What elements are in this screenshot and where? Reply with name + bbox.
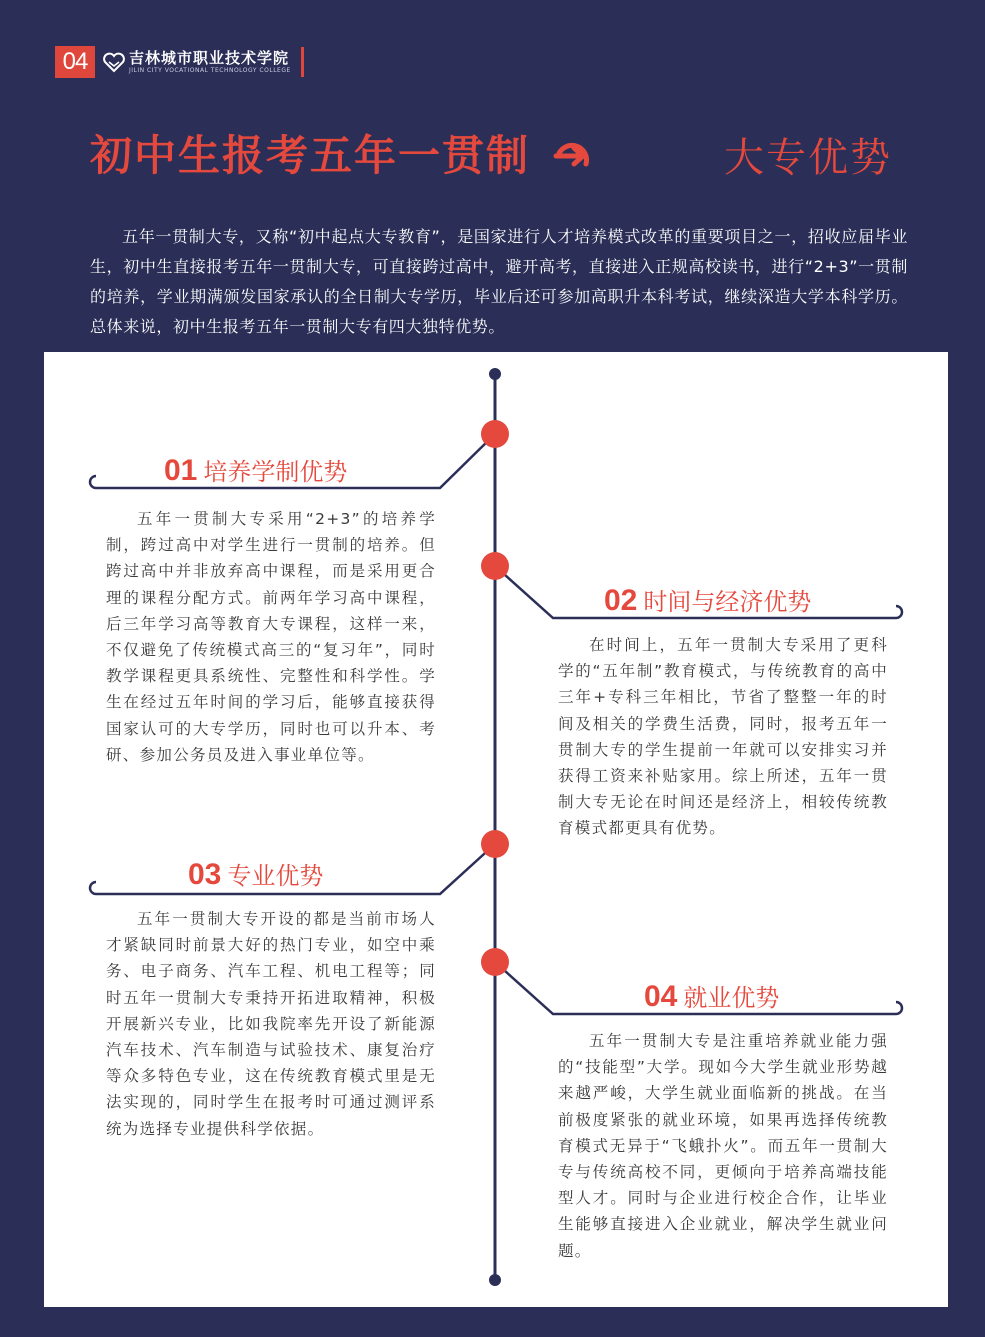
section-03-number: 03 [188, 858, 222, 891]
section-02-title: 时间与经济优势 [643, 588, 812, 616]
header [55, 46, 304, 78]
section-01-body: 五年一贯制大专采用“2+3”的培养学制，跨过高中对学生进行一贯制的培养。但跨过高中并非放弃高中课程，而是采用更合理的课程分配方式。前两年学习高中课程，后三年学习高等教育大专课程，这样一来，不仅避免了传统模式高三的“复习年”，同时教学课程更具系统性、完整性和科学性。学生在经过五年时间的学习后，能够直接获得国家认可的大专学历，同时也可以升本、考研、参加公务员及进入事业单位等。 [106, 510, 436, 764]
heart-book-icon [103, 51, 125, 73]
intro-paragraph: 五年一贯制大专，又称“初中起点大专教育”，是国家进行人才培养模式改革的重要项目之一，招收应届毕业生，初中生直接报考五年一贯制大专，可直接跨过高中，避开高考，直接进入正规高校读书，进行“2+3”一贯制的培养，学业期满颁发国家承认的全日制大专学历，毕业后还可参加高职升本科考试，继续深造大学本科学历。总体来说，初中生报考五年一贯制大专有四大独特优势。 [90, 227, 908, 336]
section-04-title: 就业优势 [683, 984, 780, 1012]
node-04 [481, 948, 509, 976]
advantages-panel [44, 352, 948, 1307]
college-name-en: JILIN CITY VOCATIONAL TECHNOLOGY COLLEGE [129, 67, 291, 74]
sub-title: 大专优势 [724, 135, 892, 181]
node-02 [481, 552, 509, 580]
section-04-heading [644, 978, 779, 1014]
section-01-number: 01 [164, 454, 198, 487]
main-title: 初中生报考五年一贯制 [90, 131, 531, 180]
section-01-heading [164, 452, 347, 488]
hook-02 [896, 606, 902, 618]
timeline-bottom-dot [489, 1274, 501, 1286]
section-03-body: 五年一贯制大专开设的都是当前市场人才紧缺同时前景大好的热门专业，如空中乘务、电子商务、汽车工程、机电工程等；同时五年一贯制大专秉持开拓进取精神，积极开展新兴专业，比如我院率先开设了新能源汽车技术、汽车制造与试验技术、康复治疗等众多特色专业，这在传统教育模式里是无法实现的，同时学生在报考时可通过测评系统为选择专业提供科学依据。 [106, 910, 436, 1138]
college-name-cn: 吉林城市职业技术学院 [129, 49, 290, 67]
section-02-body: 在时间上，五年一贯制大专采用了更科学的“五年制”教育模式，与传统教育的高中三年+专科三年相比，节省了整整一年的时间及相关的学费生活费，同时，报考五年一贯制大专的学生提前一年就可以安排实习并获得工资来补贴家用。综上所述，五年一贯制大专无论在时间还是经济上，相较传统教育模式都更具有优势。 [558, 636, 888, 838]
section-03-heading [188, 856, 323, 892]
timeline-top-dot [489, 368, 501, 380]
hook-03 [90, 882, 96, 894]
node-03 [481, 830, 509, 858]
section-04-number: 04 [644, 980, 678, 1013]
header-divider [301, 47, 304, 77]
section-02-heading [604, 582, 811, 618]
section-02-number: 02 [604, 584, 638, 617]
hook-04 [896, 1002, 902, 1014]
section-01-title: 培养学制优势 [203, 458, 348, 486]
page-number: 04 [55, 46, 95, 78]
hook-01 [90, 476, 96, 488]
right-arrow-icon [552, 138, 596, 174]
section-04-body: 五年一贯制大专是注重培养就业能力强的“技能型”大学。现如今大学生就业形势越来越严峻，大学生就业面临新的挑战。在当前极度紧张的就业环境，如果再选择传统教育模式无异于“飞蛾扑火”。而五年一贯制大专与传统高校不同，更倾向于培养高端技能型人才。同时与企业进行校企合作，让毕业生能够直接进入企业就业，解决学生就业问题。 [558, 1032, 888, 1260]
node-01 [481, 420, 509, 448]
college-logo [103, 49, 291, 75]
section-03-title: 专业优势 [227, 862, 324, 890]
